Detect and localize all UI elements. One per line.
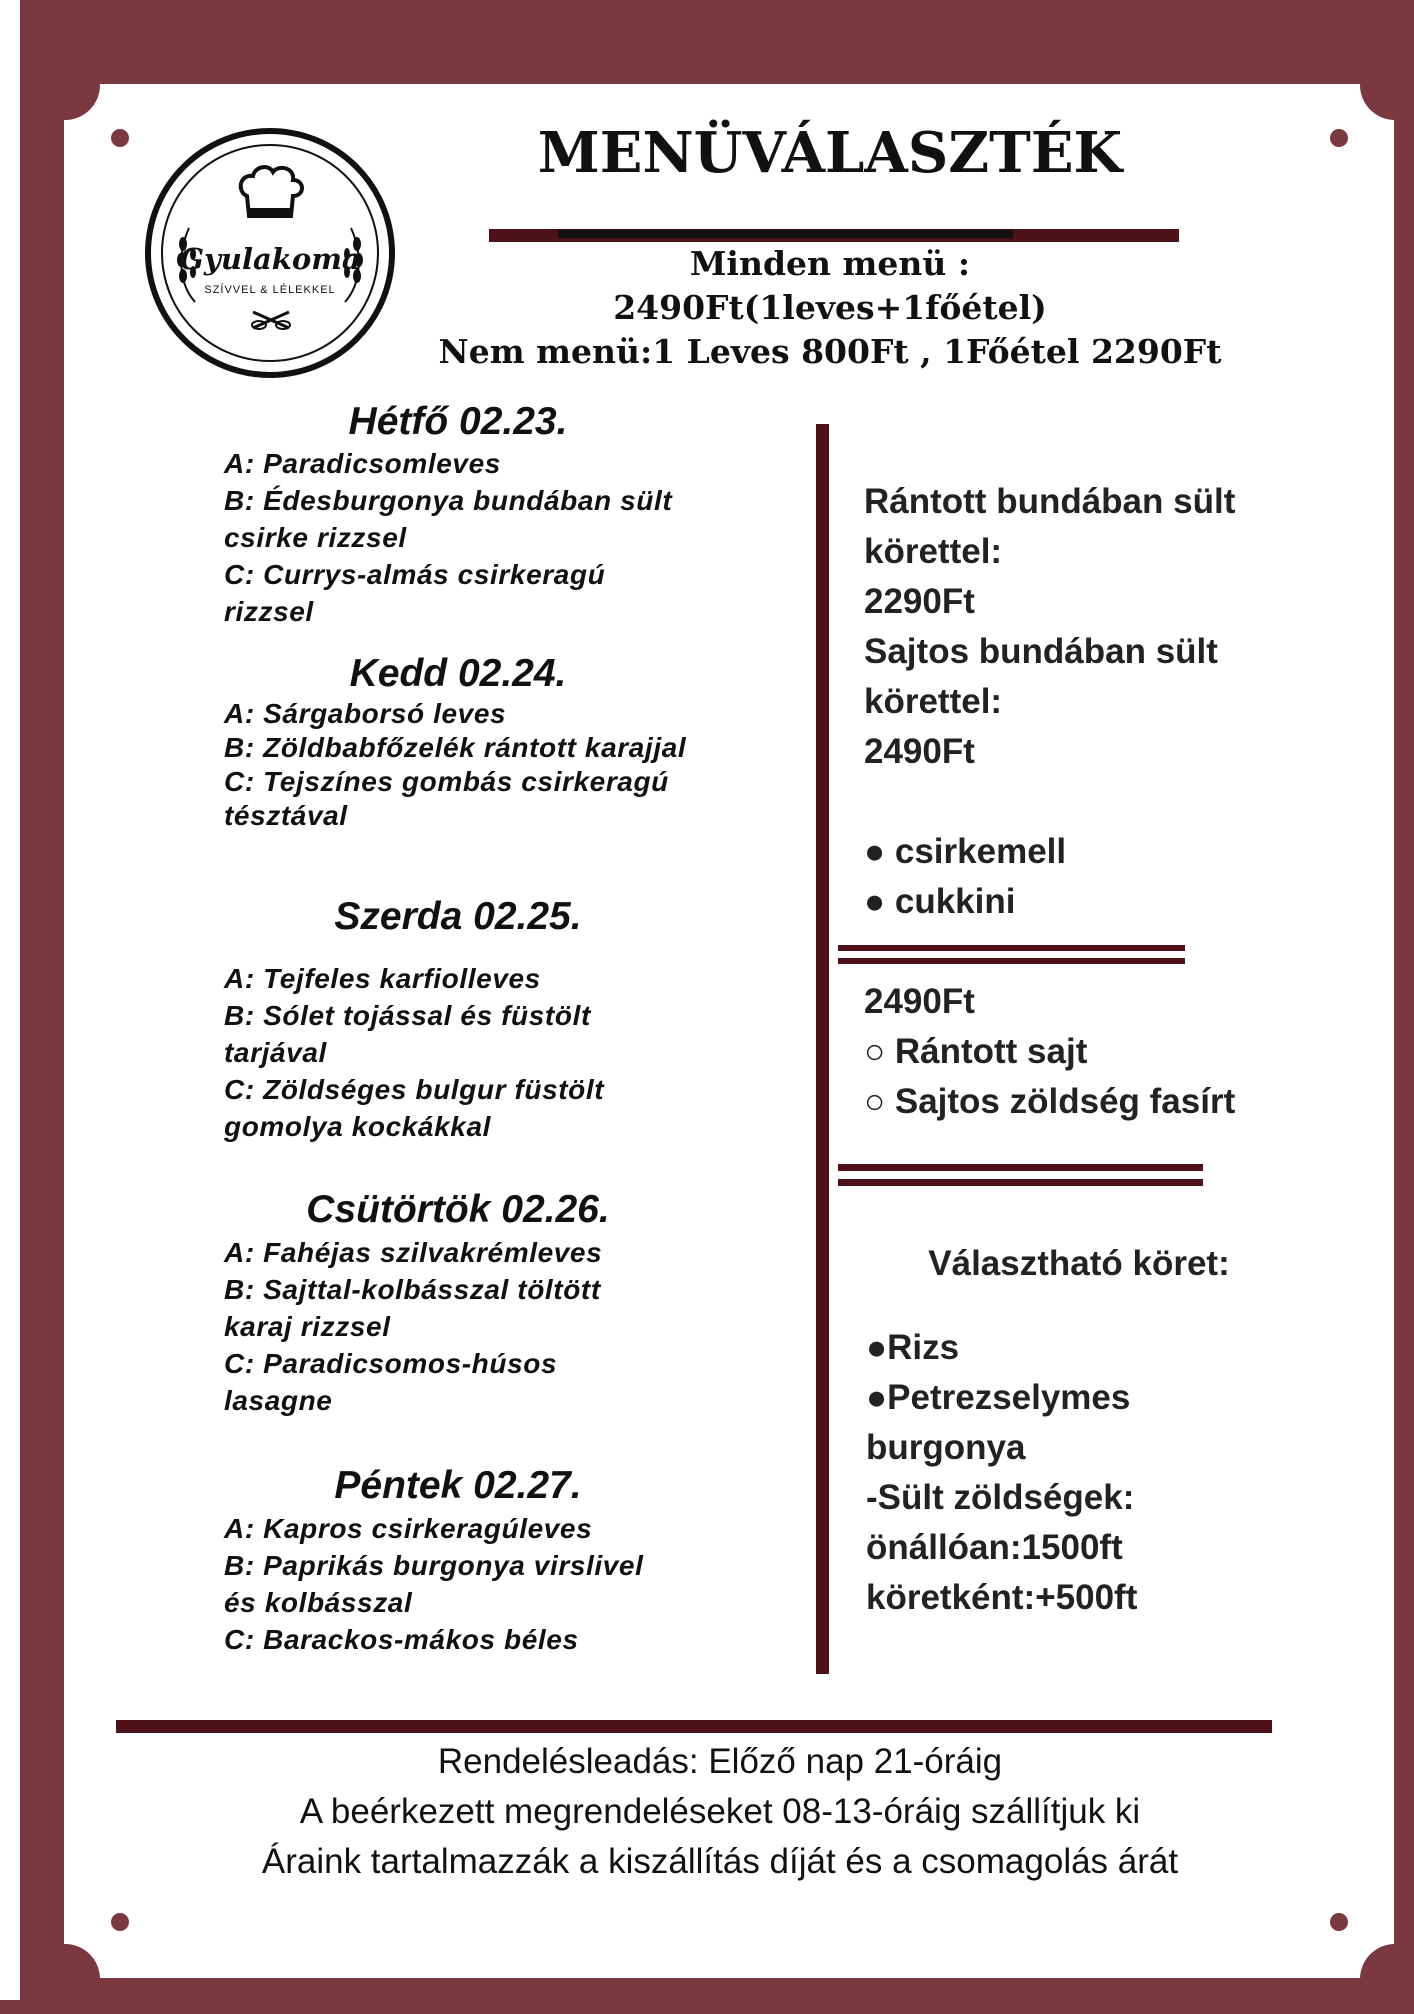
special-line: ○ Sajtos zöldség fasírt [864, 1082, 1236, 1121]
page-title: MENÜVÁLASZTÉK [537, 120, 1123, 186]
day-title-monday: Hétfő 02.23. [348, 400, 568, 443]
special-line: körettel: [864, 682, 1003, 721]
footer-delivery-hours: A beérkezett megrendeléseket 08-13-óráig szállítjuk ki [299, 1792, 1141, 1831]
day-items-friday [224, 1510, 724, 1658]
footer-divider [116, 1720, 1272, 1733]
special-line: 2490Ft [864, 732, 975, 771]
special-line: körettel: [864, 532, 1003, 571]
side-item: önállóan:1500ft [866, 1528, 1123, 1567]
day-items-thursday [224, 1234, 724, 1419]
day-title-tuesday: Kedd 02.24. [349, 652, 567, 695]
corner-dot-top-left [111, 129, 129, 147]
section-divider-2-top [838, 1164, 1203, 1171]
menu-item: C: Tejszínes gombás csirkeragú [224, 766, 669, 797]
logo-name: Gyulakoma [179, 242, 361, 276]
menu-item: B: Édesburgonya bundában sült [224, 485, 673, 516]
menu-item: C: Paradicsomos-húsos [224, 1348, 558, 1379]
menu-item: C: Barackos-mákos béles [224, 1624, 579, 1655]
pricing-line-1: Minden menü : [689, 244, 971, 283]
title-underline-inner [558, 230, 1013, 238]
special-line [864, 777, 1284, 827]
section-divider-1-top [838, 945, 1185, 951]
corner-notch-top-left [30, 50, 100, 120]
corner-dot-bottom-left [111, 1913, 129, 1931]
footer-price-note: Áraink tartalmazzák a kiszállítás díját és a csomagolás árát [261, 1842, 1179, 1881]
restaurant-logo [145, 128, 395, 378]
day-items-monday [224, 445, 724, 630]
menu-item: A: Tejfeles karfiolleves [224, 963, 541, 994]
menu-item: A: Sárgaborsó leves [224, 698, 507, 729]
special-line: Sajtos bundában sült [864, 632, 1218, 671]
special-line: ○ Rántott sajt [864, 1032, 1088, 1071]
menu-item: B: Sajttal-kolbásszal töltött [224, 1274, 601, 1305]
left-edge-strip [0, 0, 20, 2000]
menu-item: B: Sólet tojással és füstölt [224, 1000, 591, 1031]
corner-notch-bottom-left [30, 1944, 100, 2014]
side-item: ●Petrezselymes [866, 1378, 1131, 1417]
chef-hat-icon [235, 164, 305, 224]
section-divider-1-bottom [838, 958, 1185, 964]
sides-title: Választható köret: [928, 1244, 1230, 1283]
side-item: köretként:+500ft [866, 1578, 1138, 1617]
section-divider-2-bottom [838, 1179, 1203, 1186]
special-line: ● csirkemell [864, 832, 1067, 871]
corner-dot-bottom-right [1330, 1913, 1348, 1931]
whisk-icon [251, 308, 291, 332]
menu-item: tarjával [224, 1037, 327, 1068]
menu-item: C: Currys-almás csirkeragú [224, 559, 606, 590]
special-line: Rántott bundában sült [864, 482, 1236, 521]
column-divider [816, 424, 829, 1674]
menu-item: tésztával [224, 800, 348, 831]
menu-item: B: Paprikás burgonya virslivel [224, 1550, 644, 1581]
pricing-line-3: Nem menü:1 Leves 800Ft , 1Főétel 2290Ft [438, 332, 1222, 371]
menu-item: B: Zöldbabfőzelék rántott karajjal [224, 732, 687, 763]
day-title-wednesday: Szerda 02.25. [334, 895, 582, 938]
menu-item: és kolbásszal [224, 1587, 413, 1618]
menu-item: lasagne [224, 1385, 333, 1416]
special-line: 2290Ft [864, 582, 975, 621]
corner-notch-bottom-right [1360, 1944, 1414, 2014]
day-items-wednesday [224, 960, 724, 1145]
day-items-tuesday [224, 697, 724, 833]
corner-dot-top-right [1330, 129, 1348, 147]
menu-item: C: Zöldséges bulgur füstölt [224, 1074, 605, 1105]
side-item: ●Rizs [866, 1328, 960, 1367]
menu-item: A: Paradicsomleves [224, 448, 501, 479]
pricing-line-2: 2490Ft(1leves+1főétel) [613, 288, 1047, 327]
side-item: -Sült zöldségek: [866, 1478, 1135, 1517]
menu-item: rizzsel [224, 596, 314, 627]
special-line: ● cukkini [864, 882, 1016, 921]
menu-item: csirke rizzsel [224, 522, 407, 553]
side-item: burgonya [866, 1428, 1026, 1467]
menu-item: A: Kapros csirkeragúleves [224, 1513, 593, 1544]
day-title-friday: Péntek 02.27. [334, 1464, 582, 1507]
footer-order-deadline: Rendelésleadás: Előző nap 21-óráig [437, 1742, 1003, 1781]
specials-block-2 [864, 977, 1284, 1127]
menu-item: A: Fahéjas szilvakrémleves [224, 1237, 603, 1268]
special-line: 2490Ft [864, 982, 975, 1021]
menu-item: karaj rizzsel [224, 1311, 391, 1342]
sides-list [866, 1323, 1286, 1623]
specials-block-1 [864, 477, 1284, 927]
logo-tagline: SZÍVVEL & LÉLEKKEL [204, 284, 336, 296]
menu-item: gomolya kockákkal [224, 1111, 491, 1142]
day-title-thursday: Csütörtök 02.26. [306, 1188, 610, 1231]
